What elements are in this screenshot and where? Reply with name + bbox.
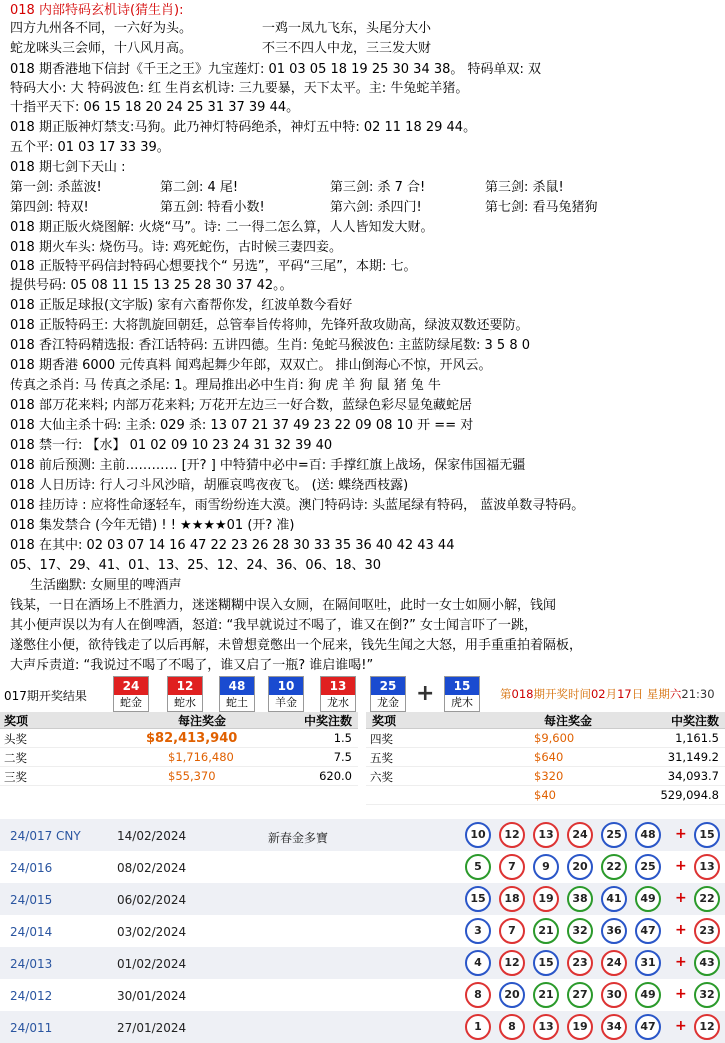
history-ball: 8 — [499, 1014, 525, 1040]
history-ball: 4 — [465, 950, 491, 976]
ball-zodiac: 虎木 — [451, 696, 473, 709]
prize-amount: $40 — [534, 788, 556, 802]
history-date: 06/02/2024 — [117, 893, 187, 907]
ball-number: 25 — [371, 677, 405, 695]
col-header: 奖项 — [4, 714, 29, 728]
history-ball: 25 — [635, 854, 661, 880]
text-line: 018 前后预测: 主前………… [开? ] 中特猜中必中=百: 手撑红旗上战场，保家伟国福无疆 — [10, 458, 526, 473]
history-row[interactable] — [0, 979, 725, 1011]
prize-row — [366, 748, 725, 767]
prize-name: 六奖 — [370, 770, 393, 784]
prize-row — [0, 767, 358, 786]
history-ball: 7 — [499, 918, 525, 944]
history-ball: 9 — [533, 854, 559, 880]
history-ball: 8 — [465, 982, 491, 1008]
history-ball: 19 — [567, 1014, 593, 1040]
history-row[interactable] — [0, 819, 725, 851]
poem-line: 四方九州各不同，一六好为头。 — [10, 21, 193, 36]
history-ball: 34 — [601, 1014, 627, 1040]
plus-sign: + — [675, 890, 687, 906]
history-period[interactable]: 24/012 — [10, 989, 53, 1003]
history-special-ball: 43 — [694, 950, 720, 976]
plus-sign: + — [675, 1018, 687, 1034]
prize-row — [366, 729, 725, 748]
history-note: 新春金多寶 — [268, 831, 329, 845]
history-ball: 48 — [635, 822, 661, 848]
ball-zodiac: 蛇金 — [120, 696, 142, 709]
text-line: 018 人日历诗: 行人刁斗风沙暗，胡雁哀鸣夜夜飞。 (送: 蝶绕西枝露) — [10, 478, 409, 493]
history-ball: 21 — [533, 918, 559, 944]
result-ball — [167, 676, 203, 712]
history-ball: 19 — [533, 886, 559, 912]
ball-zodiac: 龙水 — [327, 696, 349, 709]
history-ball: 47 — [635, 1014, 661, 1040]
poem-line: 不三不四人中龙，三三发大财 — [262, 41, 432, 56]
plus-sign: + — [675, 858, 687, 874]
text-line: 018 挂历诗 : 应将性命逐轻车，雨雪纷纷连大漠。澳门特码诗: 头蓝尾绿有特码， 蓝波单数寻特码。 — [10, 498, 585, 513]
history-date: 03/02/2024 — [117, 925, 187, 939]
prize-table-right — [366, 712, 725, 805]
history-period[interactable]: 24/014 — [10, 925, 53, 939]
sword-item: 第一剑: 杀蓝波! — [10, 180, 102, 195]
draw-history-list — [0, 819, 725, 1043]
history-ball: 31 — [635, 950, 661, 976]
ball-zodiac: 蛇水 — [174, 696, 196, 709]
result-ball — [370, 676, 406, 712]
history-ball: 27 — [567, 982, 593, 1008]
history-ball: 20 — [567, 854, 593, 880]
history-ball: 24 — [601, 950, 627, 976]
prize-amount: $1,716,480 — [168, 750, 234, 764]
history-special-ball: 12 — [694, 1014, 720, 1040]
ball-number: 15 — [445, 677, 479, 695]
history-ball: 12 — [499, 950, 525, 976]
history-period[interactable]: 24/013 — [10, 957, 53, 971]
story-line: 大声斥责道: “我说过不喝了不喝了，谁又启了一瓶? 谁启谁喝!” — [10, 658, 374, 673]
history-date: 14/02/2024 — [117, 829, 187, 843]
history-ball: 18 — [499, 886, 525, 912]
history-row[interactable] — [0, 851, 725, 883]
history-ball: 20 — [499, 982, 525, 1008]
prize-amount: $55,370 — [168, 769, 216, 783]
history-special-ball: 13 — [694, 854, 720, 880]
ball-zodiac: 蛇土 — [226, 696, 248, 709]
text-line: 018 期正版火烧图解: 火烧“马”。诗: 二一得二怎么算，人人皆知发大财。 — [10, 220, 434, 235]
plus-sign: + — [675, 922, 687, 938]
history-ball: 15 — [533, 950, 559, 976]
text-line: 五个平: 01 03 17 33 39。 — [10, 140, 170, 155]
history-ball: 49 — [635, 982, 661, 1008]
history-ball: 36 — [601, 918, 627, 944]
next-draw-info: 第018期开奖时间02月17日 星期六21:30 — [500, 687, 715, 701]
story-line: 钱某，一日在酒场上不胜酒力，迷迷糊糊中误入女厕，在隔间呕吐，此时一女士如厕小解，钱闻 — [10, 598, 557, 613]
text-line: 018 期香港地下信封《千王之王》九宝莲灯: 01 03 05 18 19 25 30 34 38。 特码单双: 双 — [10, 62, 542, 77]
prize-row — [0, 748, 358, 767]
history-special-ball: 15 — [694, 822, 720, 848]
sword-item: 第五剑: 特看小数! — [160, 200, 265, 215]
prize-row — [366, 786, 725, 805]
text-line: 018 期火车头: 烧伤马。诗: 鸡死蛇伤，古时候三妻四妾。 — [10, 240, 342, 255]
poem-line: 一鸡一凤九飞东，头尾分大小 — [262, 21, 432, 36]
col-header: 中奖注数 — [670, 714, 719, 728]
history-period[interactable]: 24/011 — [10, 1021, 53, 1035]
col-header: 奖项 — [372, 714, 397, 728]
prize-name: 四奖 — [370, 732, 393, 746]
plus-sign: + — [675, 826, 687, 842]
prize-name: 二奖 — [4, 751, 27, 765]
col-header: 每注奖金 — [544, 714, 593, 728]
prize-tables — [0, 712, 725, 818]
winner-count: 620.0 — [319, 769, 352, 783]
text-line: 018 大仙主杀十码: 主杀: 029 杀: 13 07 21 37 49 23 22 09 08 10 开 == 对 — [10, 418, 474, 433]
ball-number: 13 — [321, 677, 355, 695]
sword-item: 第三剑: 杀鼠! — [485, 180, 564, 195]
text-line: 018 在其中: 02 03 07 14 16 47 22 23 26 28 30 33 35 36 40 42 43 44 — [10, 538, 455, 553]
text-line: 018 正版特码王: 大将凯旋回朝廷，总管奉旨传将帅，先锋歼敌攻勋高，绿波双数还要防。 — [10, 318, 529, 333]
history-ball: 12 — [499, 822, 525, 848]
history-row[interactable] — [0, 947, 725, 979]
text-line: 提供号码: 05 08 11 15 13 25 28 30 37 42。。 — [10, 278, 293, 293]
text-line: 05、17、29、41、01、13、25、12、24、36、06、18、30 — [10, 558, 382, 573]
winner-count: 7.5 — [333, 750, 352, 764]
prize-row — [366, 767, 725, 786]
history-ball: 47 — [635, 918, 661, 944]
sword-item: 第七剑: 看马兔猪狗 — [485, 200, 598, 215]
history-ball: 5 — [465, 854, 491, 880]
result-ball — [219, 676, 255, 712]
history-ball: 22 — [601, 854, 627, 880]
history-period[interactable]: 24/016 — [10, 861, 53, 875]
prize-amount: $9,600 — [534, 731, 575, 745]
draw-result-strip — [0, 676, 725, 714]
plus-sign: + — [675, 954, 687, 970]
history-ball: 13 — [533, 1014, 559, 1040]
history-ball: 15 — [465, 886, 491, 912]
ball-number: 12 — [168, 677, 202, 695]
history-special-ball: 32 — [694, 982, 720, 1008]
sword-item: 第三剑: 杀 7 合! — [330, 180, 426, 195]
history-ball: 49 — [635, 886, 661, 912]
plus-sign: + — [675, 986, 687, 1002]
history-row[interactable] — [0, 883, 725, 915]
winner-count: 1,161.5 — [675, 731, 719, 745]
history-ball: 21 — [533, 982, 559, 1008]
text-line: 特码大小: 大 特码波色: 红 生肖玄机诗: 三九要暴，天下太平。主: 牛兔蛇羊猪。 — [10, 81, 469, 96]
history-row[interactable] — [0, 915, 725, 947]
page-header: 018 内部特码玄机诗(猜生肖): — [10, 3, 184, 18]
sword-item: 第六剑: 杀四门! — [330, 200, 422, 215]
text-line: 018 期香港 6000 元传真料 闻鸡起舞少年郎，双双亡。 排山倒海心不惊，开风云。 — [10, 358, 492, 373]
history-date: 27/01/2024 — [117, 1021, 187, 1035]
prize-amount: $82,413,940 — [146, 731, 238, 746]
ball-zodiac: 龙金 — [377, 696, 399, 709]
history-ball: 3 — [465, 918, 491, 944]
history-special-ball: 22 — [694, 886, 720, 912]
sword-item: 第二剑: 4 尾! — [160, 180, 239, 195]
result-ball — [113, 676, 149, 712]
history-period[interactable]: 24/015 — [10, 893, 53, 907]
history-row[interactable] — [0, 1011, 725, 1043]
result-ball — [268, 676, 304, 712]
poem-line: 蛇龙咪头三会师，十八风月高。 — [10, 41, 193, 56]
sword-item: 第四剑: 特双! — [10, 200, 89, 215]
history-period[interactable]: 24/017 CNY — [10, 829, 81, 843]
text-line: 十指平天下: 06 15 18 20 24 25 31 37 39 44。 — [10, 100, 300, 115]
ball-zodiac: 羊金 — [275, 696, 297, 709]
result-ball — [444, 676, 480, 712]
story-line: 其小便声误以为有人在倒啤酒，怒道: “我早就说过不喝了，谁又在倒?” 女士闻言吓了一跳， — [10, 618, 538, 633]
text-line: 传真之杀肖: 马 传真之杀尾: 1。理局推出必中生肖: 狗 虎 羊 狗 鼠 猪 兔 牛 — [10, 378, 441, 393]
col-header: 每注奖金 — [178, 714, 227, 728]
text-line: 018 期正版神灯禁支:马狗。此乃神灯特码绝杀，神灯五中特: 02 11 18 29 44。 — [10, 120, 477, 135]
col-header: 中奖注数 — [303, 714, 352, 728]
ball-number: 10 — [269, 677, 303, 695]
history-ball: 10 — [465, 822, 491, 848]
ball-number: 48 — [220, 677, 254, 695]
prize-amount: $640 — [534, 750, 564, 764]
ball-number: 24 — [114, 677, 148, 695]
history-ball: 7 — [499, 854, 525, 880]
history-ball: 41 — [601, 886, 627, 912]
history-ball: 1 — [465, 1014, 491, 1040]
text-line: 018 禁一行: 【水】 01 02 09 10 23 24 31 32 39 40 — [10, 438, 333, 453]
winner-count: 31,149.2 — [667, 750, 719, 764]
prize-table-left — [0, 712, 358, 786]
story-line: 遂憋住小便，欲待钱走了以后再解，未曾想竟憋出一个屁来，钱先生闻之大怒，用手重重拍着隔板， — [10, 638, 583, 653]
prize-name: 五奖 — [370, 751, 393, 765]
text-line: 018 期七剑下天山 : — [10, 160, 126, 175]
history-date: 30/01/2024 — [117, 989, 187, 1003]
result-ball — [320, 676, 356, 712]
prize-name: 三奖 — [4, 770, 27, 784]
winner-count: 34,093.7 — [667, 769, 719, 783]
history-date: 01/02/2024 — [117, 957, 187, 971]
text-line: 018 香江特码精选报: 香江话特码: 五讲四德。生肖: 兔蛇马猴波色: 主蓝防绿尾数: 3 5 8 0 — [10, 338, 530, 353]
history-ball: 13 — [533, 822, 559, 848]
winner-count: 1.5 — [333, 731, 352, 745]
history-ball: 38 — [567, 886, 593, 912]
story-title: 生活幽默: 女厕里的啤酒声 — [30, 578, 182, 593]
history-date: 08/02/2024 — [117, 861, 187, 875]
prize-amount: $320 — [534, 769, 564, 783]
result-label: 017期开奖结果 — [4, 689, 87, 703]
history-ball: 25 — [601, 822, 627, 848]
prize-row — [0, 729, 358, 748]
text-line: 018 正版特平码信封特码心想要找个“ 另选”，平码“三尾”，本期: 七。 — [10, 259, 417, 274]
text-line: 018 集发禁合 (今年无错) ! ! ★★★★01 (开? 准) — [10, 518, 295, 533]
history-ball: 32 — [567, 918, 593, 944]
history-ball: 23 — [567, 950, 593, 976]
history-ball: 24 — [567, 822, 593, 848]
history-special-ball: 23 — [694, 918, 720, 944]
text-line: 018 正版足球报(文字版) 家有六畜帮你发，红波单数今看好 — [10, 298, 353, 313]
prize-name: 头奖 — [4, 732, 27, 746]
winner-count: 529,094.8 — [660, 788, 719, 802]
plus-sign: + — [416, 681, 435, 706]
text-line: 018 部万花来料; 内部万花来料; 万花开左边三一好合数，蓝绿色彩尽显兔藏蛇居 — [10, 398, 472, 413]
history-ball: 30 — [601, 982, 627, 1008]
